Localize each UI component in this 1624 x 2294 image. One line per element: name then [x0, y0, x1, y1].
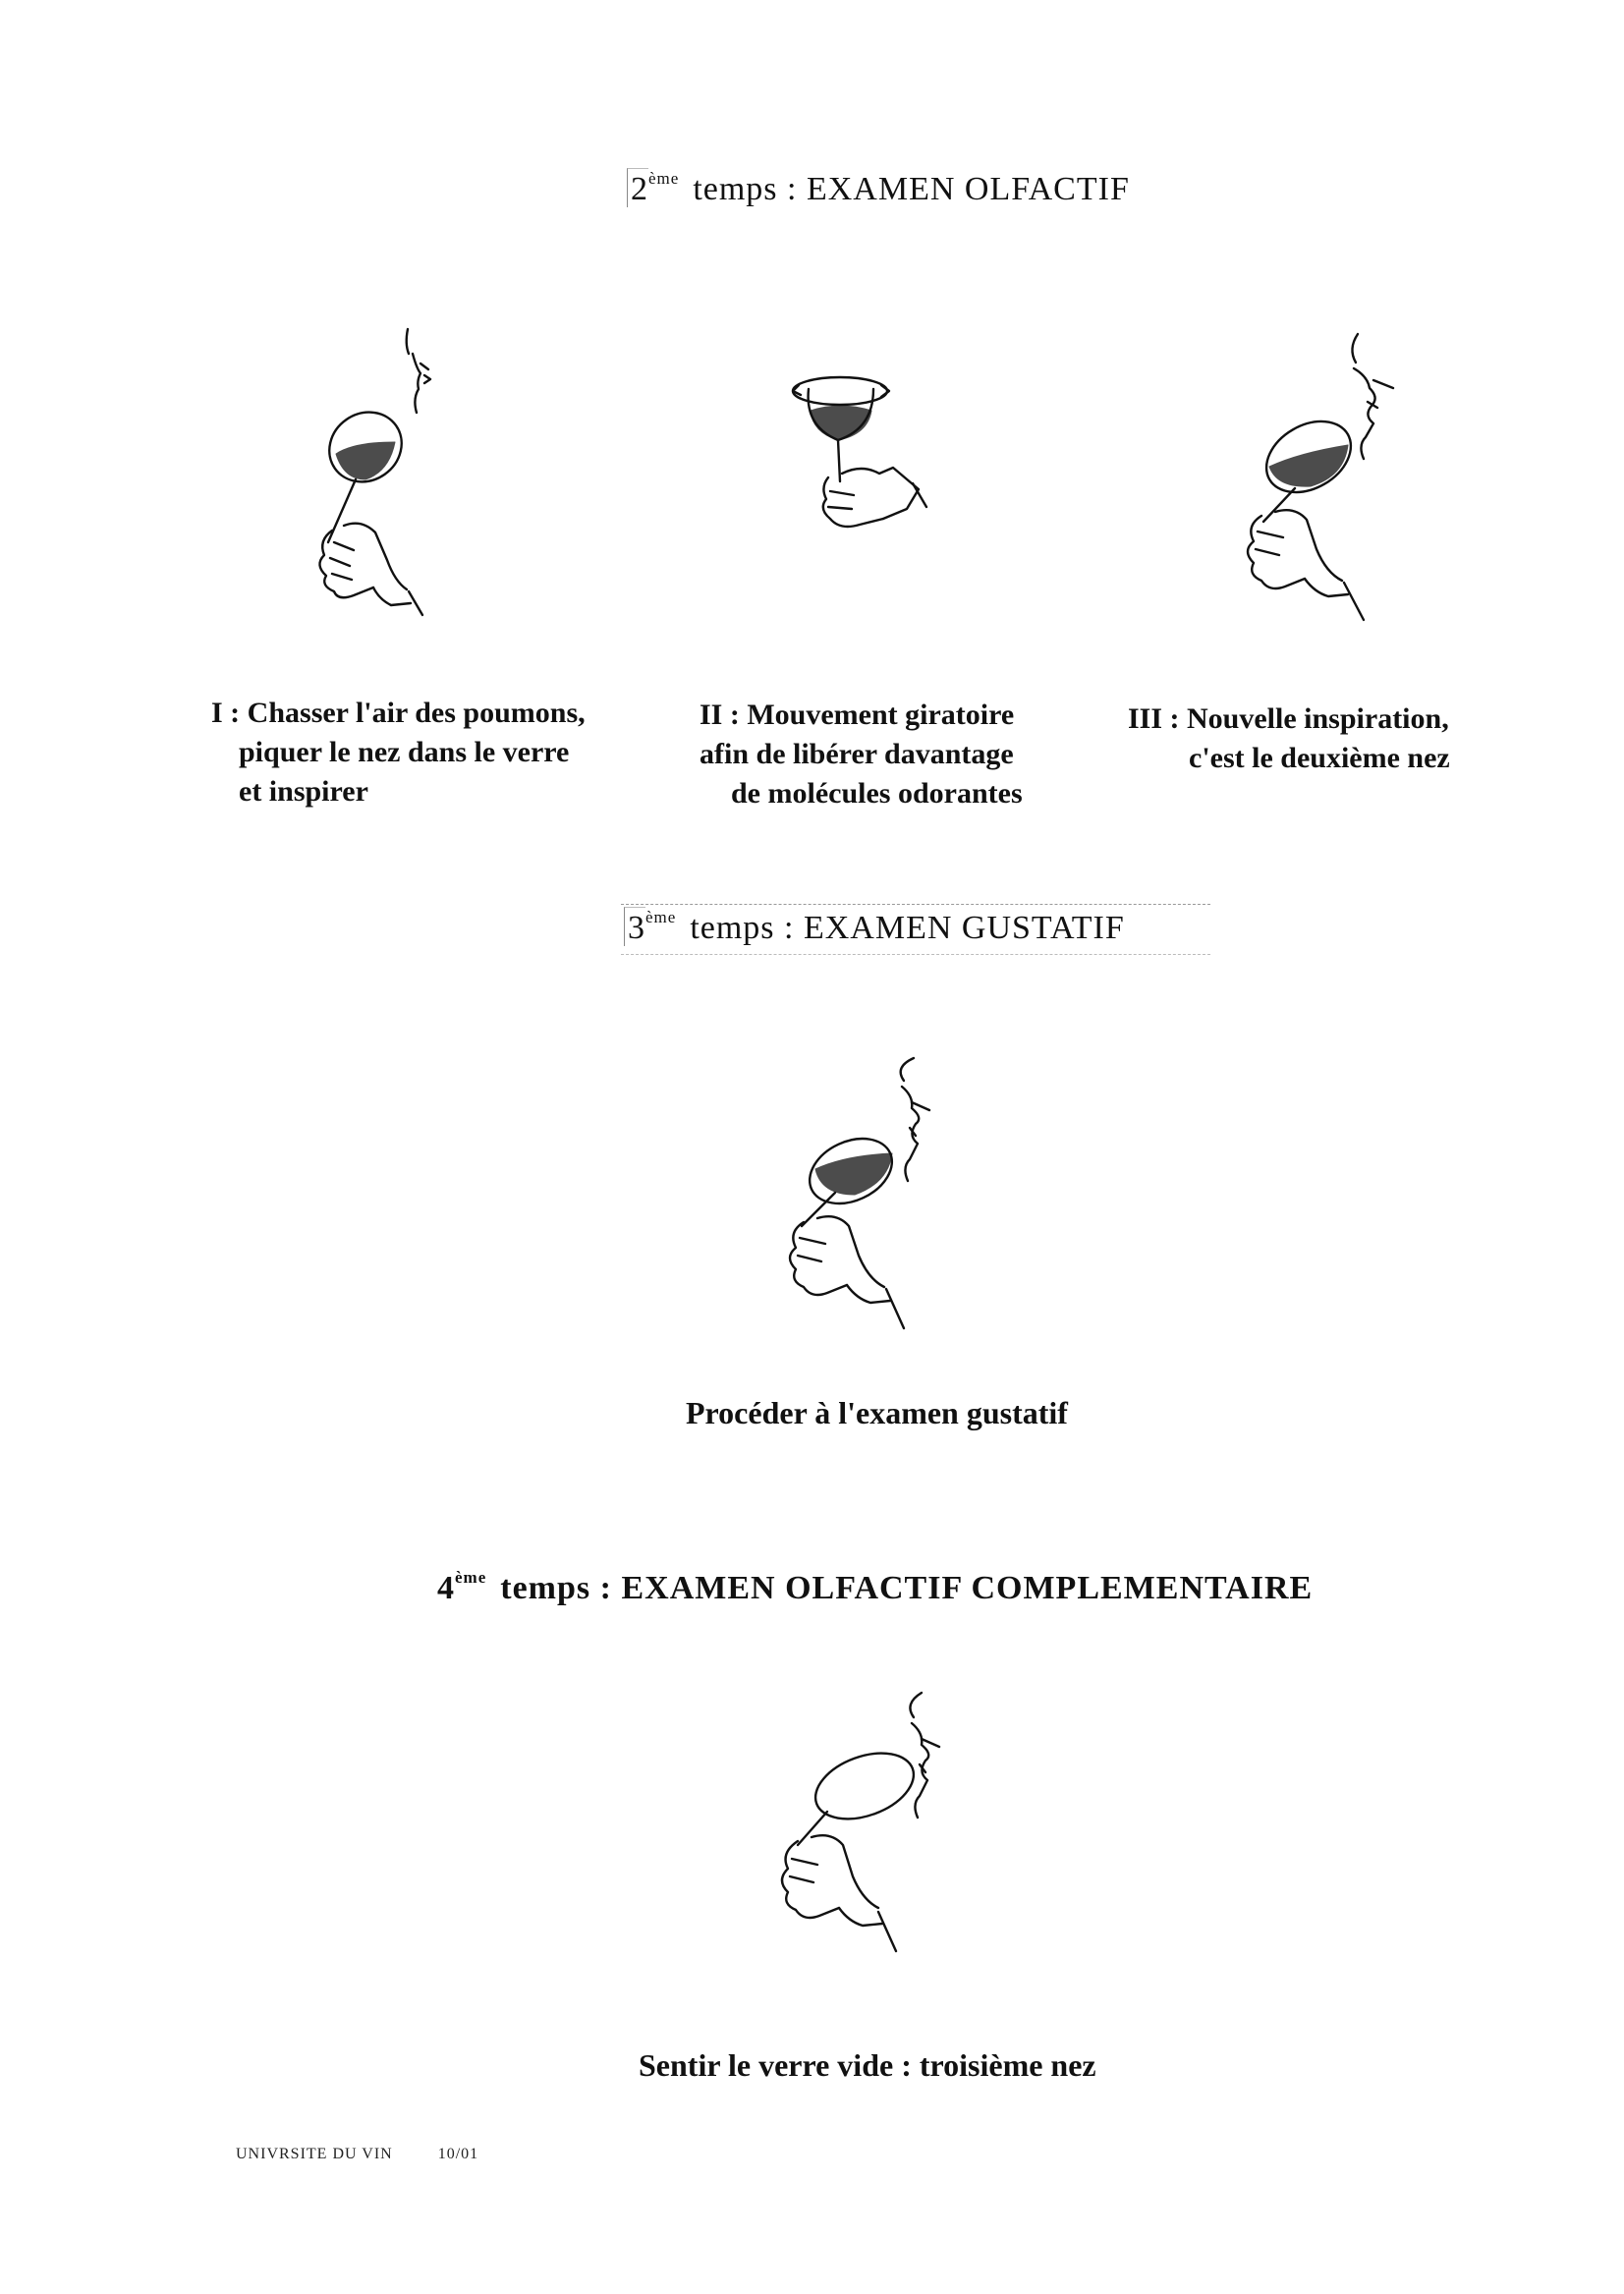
step-3-caption	[1128, 699, 1450, 778]
section3-number: 3	[624, 907, 645, 946]
footer	[236, 2146, 478, 2163]
face-sniffing-empty-glass-icon	[776, 1688, 953, 1973]
face-sniffing-glass-icon	[314, 324, 452, 619]
step-2-line3: de molécules odorantes	[731, 777, 1023, 810]
step-3-line1: III : Nouvelle inspiration,	[1128, 702, 1449, 735]
section4-suffix: ème	[455, 1568, 487, 1587]
step-2-caption	[700, 696, 1023, 813]
section2-number: 2	[627, 168, 648, 207]
swirling-glass-icon	[791, 371, 958, 538]
step-1-caption	[211, 694, 586, 811]
section4-heading	[437, 1568, 1313, 1607]
step-3-line2: c'est le deuxième nez	[1189, 742, 1450, 774]
face-tasting-glass-icon	[786, 1053, 943, 1338]
section3-title: temps : EXAMEN GUSTATIF	[690, 910, 1125, 946]
step-2-line1: II : Mouvement giratoire	[700, 699, 1015, 731]
face-sniffing-glass-icon	[1201, 329, 1397, 643]
step-1-line1: I : Chasser l'air des poumons,	[211, 697, 586, 729]
section3-heading	[624, 908, 1125, 947]
section2-title: temps : EXAMEN OLFACTIF	[693, 171, 1130, 207]
section4-number: 4	[437, 1570, 455, 1606]
section3-suffix: ème	[645, 908, 677, 926]
section2-suffix: ème	[648, 169, 680, 188]
section3-caption: Procéder à l'examen gustatif	[686, 1395, 1068, 1430]
step-2-line2: afin de libérer davantage	[700, 738, 1014, 770]
section4-caption: Sentir le verre vide : troisième nez	[639, 2047, 1096, 2083]
step-1-line2: piquer le nez dans le verre	[239, 736, 570, 768]
footer-date: 10/01	[437, 2146, 479, 2162]
step-1-line3: et inspirer	[239, 775, 368, 808]
section4-title: temps : EXAMEN OLFACTIF COMPLEMENTAIRE	[500, 1570, 1314, 1606]
section2-heading	[627, 169, 1130, 208]
footer-org: UNIVRSITE DU VIN	[236, 2146, 393, 2162]
